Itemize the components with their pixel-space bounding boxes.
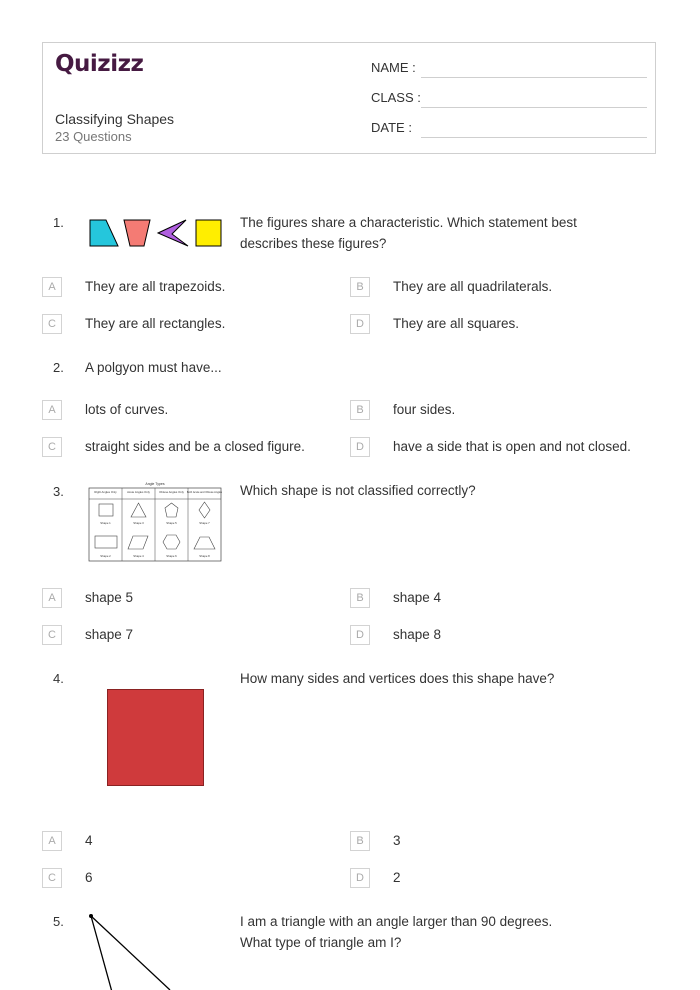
question-4-number: 4.	[53, 671, 64, 686]
question-2-number: 2.	[53, 360, 64, 375]
header-both: Both Acute and Obtuse Angles	[186, 491, 223, 494]
q2-option-c-text: straight sides and be a closed figure.	[85, 439, 305, 454]
q3-option-c-text: shape 7	[85, 627, 134, 642]
question-3-text: Which shape is not classified correctly?	[240, 483, 476, 498]
q4-option-b-badge[interactable]: B	[350, 831, 370, 851]
q2-option-a-text: lots of curves.	[85, 402, 169, 417]
label-shape-7: Shape 7	[199, 521, 210, 525]
q4-option-d-text: 2	[393, 870, 401, 885]
date-label: DATE :	[371, 120, 412, 135]
purple-arrow	[158, 220, 188, 246]
header-acute: Acute Angles Only	[127, 490, 150, 494]
header-right: Right Angles Only	[94, 490, 117, 494]
class-label: CLASS :	[371, 90, 421, 105]
q4-option-a-text: 4	[85, 833, 93, 848]
question-4-text: How many sides and vertices does this shape have?	[240, 671, 555, 686]
q3-option-c-badge[interactable]: C	[42, 625, 62, 645]
question-3-number: 3.	[53, 484, 64, 499]
question-2-text: A polgyon must have...	[85, 360, 222, 375]
question-1-text: The figures share a characteristic. Which statement best describes these figures?	[240, 215, 577, 251]
q4-option-c-text: 6	[85, 870, 93, 885]
question-5-number: 5.	[53, 914, 64, 929]
question-5-text-line-2: What type of triangle am I?	[240, 935, 402, 950]
q1-option-c-badge[interactable]: C	[42, 314, 62, 334]
name-field[interactable]	[371, 60, 647, 78]
red-square	[108, 690, 204, 786]
label-shape-8: Shape 8	[199, 554, 210, 558]
q1-shapes-image	[88, 216, 224, 248]
q2-option-b-badge[interactable]: B	[350, 400, 370, 420]
date-field[interactable]	[371, 120, 647, 138]
q1-option-a-text: They are all trapezoids.	[85, 279, 226, 294]
q2-option-b-text: four sides.	[393, 402, 456, 417]
q3-option-b-text: shape 4	[393, 590, 442, 605]
q3-option-d-text: shape 8	[393, 627, 442, 642]
label-shape-4: Shape 4	[133, 554, 144, 558]
worksheet-title: Classifying Shapes	[55, 111, 175, 127]
class-line	[421, 107, 647, 108]
q4-red-square-image	[107, 689, 205, 787]
q3-option-b-badge[interactable]: B	[350, 588, 370, 608]
table-title: Angle Types	[145, 482, 165, 486]
q4-option-d-badge[interactable]: D	[350, 868, 370, 888]
q4-option-a-badge[interactable]: A	[42, 831, 62, 851]
q3-option-d-badge[interactable]: D	[350, 625, 370, 645]
label-shape-1: Shape 1	[100, 521, 111, 525]
q4-option-b-text: 3	[393, 833, 401, 848]
question-count: 23 Questions	[55, 129, 132, 144]
label-shape-6: Shape 6	[166, 554, 177, 558]
q5-obtuse-triangle-image	[86, 912, 176, 990]
triangle-side-right	[91, 916, 170, 990]
label-shape-5: Shape 5	[166, 521, 177, 525]
quizizz-logo: Quizizz	[55, 51, 144, 77]
worksheet-header	[42, 42, 656, 154]
header-obtuse: Obtuse Angles Only	[159, 490, 184, 494]
name-label: NAME :	[371, 60, 416, 75]
name-line	[421, 77, 647, 78]
q2-option-c-badge[interactable]: C	[42, 437, 62, 457]
q3-option-a-badge[interactable]: A	[42, 588, 62, 608]
salmon-trapezoid	[124, 220, 150, 246]
q2-option-a-badge[interactable]: A	[42, 400, 62, 420]
label-shape-2: Shape 2	[100, 554, 111, 558]
q3-angle-table-image	[88, 480, 222, 562]
yellow-square	[196, 220, 221, 246]
q1-option-c-text: They are all rectangles.	[85, 316, 226, 331]
q2-option-d-text: have a side that is open and not closed.	[393, 439, 631, 454]
q4-option-c-badge[interactable]: C	[42, 868, 62, 888]
q2-option-d-badge[interactable]: D	[350, 437, 370, 457]
q3-option-a-text: shape 5	[85, 590, 134, 605]
q1-option-b-text: They are all quadrilaterals.	[393, 279, 553, 294]
q1-option-b-badge[interactable]: B	[350, 277, 370, 297]
date-line	[421, 137, 647, 138]
label-shape-3: Shape 3	[133, 521, 144, 525]
q1-option-d-text: They are all squares.	[393, 316, 520, 331]
q1-option-a-badge[interactable]: A	[42, 277, 62, 297]
q1-option-d-badge[interactable]: D	[350, 314, 370, 334]
class-field[interactable]	[371, 90, 647, 108]
triangle-side-left	[91, 916, 112, 990]
question-1-number: 1.	[53, 215, 64, 230]
question-5-text-line-1: I am a triangle with an angle larger than 90 degrees.	[240, 914, 553, 929]
cyan-trapezoid	[90, 220, 118, 246]
